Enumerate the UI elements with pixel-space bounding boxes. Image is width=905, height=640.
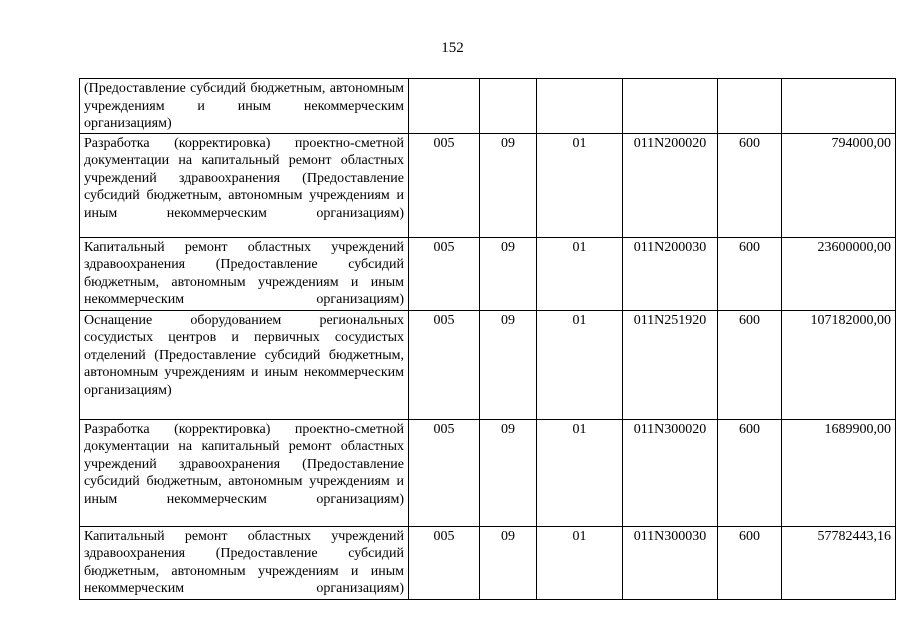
target-article-cell: 011N251920 [623, 310, 718, 419]
expense-name-cell [80, 526, 409, 599]
expense-name-cell [80, 419, 409, 526]
table-row [80, 310, 896, 419]
section-code-cell: 09 [480, 419, 537, 526]
expense-type-cell: 600 [718, 419, 782, 526]
expense-type-cell [718, 79, 782, 134]
table-row [80, 419, 896, 526]
expense-name-cell [80, 237, 409, 310]
subsection-code-cell: 01 [537, 237, 623, 310]
page-number: 152 [441, 40, 464, 56]
target-article-cell: 011N300030 [623, 526, 718, 599]
sum-cell: 107182000,00 [782, 310, 896, 419]
subsection-code-cell: 01 [537, 419, 623, 526]
table-row [80, 79, 896, 134]
subsection-code-cell: 01 [537, 133, 623, 237]
expense-name: Капитальный ремонт областных учреждений здравоохранения (Предоставление субсидий бюджетным, автономным учреждениям и иным некоммерческим организациям) [84, 528, 404, 596]
table-row [80, 237, 896, 310]
expense-type-cell: 600 [718, 526, 782, 599]
subsection-code-cell: 01 [537, 310, 623, 419]
sum-cell: 57782443,16 [782, 526, 896, 599]
section-code-cell: 09 [480, 133, 537, 237]
ministry-code-cell: 005 [409, 310, 480, 419]
sum-cell: 1689900,00 [782, 419, 896, 526]
expense-type-cell: 600 [718, 237, 782, 310]
expense-name: Разработка (корректировка) проектно-сметной документации на капитальный ремонт областных учреждений здравоохранения (Предоставление субсидий бюджетным, автономным учреждениям и иным некоммерческим организациям) [84, 421, 404, 507]
section-code-cell: 09 [480, 310, 537, 419]
target-article-cell [623, 79, 718, 134]
expense-name-cell [80, 133, 409, 237]
expense-name-cell [80, 79, 409, 134]
section-code-cell: 09 [480, 237, 537, 310]
sum-cell: 23600000,00 [782, 237, 896, 310]
ministry-code-cell: 005 [409, 526, 480, 599]
subsection-code-cell [537, 79, 623, 134]
budget-table [79, 78, 896, 600]
expense-name: Разработка (корректировка) проектно-сметной документации на капитальный ремонт областных учреждений здравоохранения (Предоставление субсидий бюджетным, автономным учреждениям и иным некоммерческим организациям) [84, 135, 404, 221]
target-article-cell: 011N200020 [623, 133, 718, 237]
table-row [80, 526, 896, 599]
expense-type-cell: 600 [718, 133, 782, 237]
ministry-code-cell: 005 [409, 419, 480, 526]
expense-name: Оснащение оборудованием региональных сосудистых центров и первичных сосудистых отделений (Предоставление субсидий бюджетным, автономным учреждениям и иным некоммерческим организациям) [84, 312, 404, 398]
expense-type-cell: 600 [718, 310, 782, 419]
ministry-code-cell [409, 79, 480, 134]
target-article-cell: 011N300020 [623, 419, 718, 526]
table-row [80, 133, 896, 237]
sum-cell [782, 79, 896, 134]
section-code-cell [480, 79, 537, 134]
ministry-code-cell: 005 [409, 237, 480, 310]
expense-name-cell [80, 310, 409, 419]
expense-name: (Предоставление субсидий бюджетным, автономным учреждениям и иным некоммерческим организациям) [84, 81, 404, 131]
target-article-cell: 011N200030 [623, 237, 718, 310]
ministry-code-cell: 005 [409, 133, 480, 237]
section-code-cell: 09 [480, 526, 537, 599]
subsection-code-cell: 01 [537, 526, 623, 599]
expense-name: Капитальный ремонт областных учреждений здравоохранения (Предоставление субсидий бюджетным, автономным учреждениям и иным некоммерческим организациям) [84, 239, 404, 307]
sum-cell: 794000,00 [782, 133, 896, 237]
